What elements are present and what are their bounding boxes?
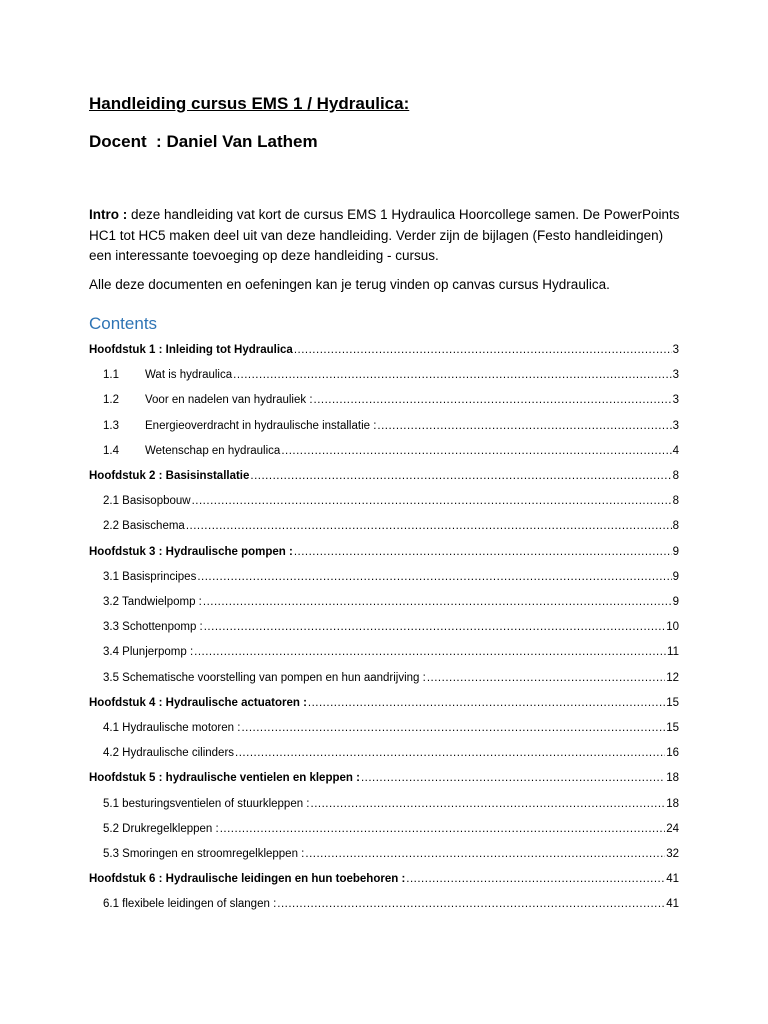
- toc-section-entry[interactable]: [103, 794, 679, 810]
- toc-entry-label: 3.4 Plunjerpomp :: [103, 646, 194, 659]
- toc-entry-label: 4.1 Hydraulische motoren :: [103, 722, 241, 734]
- toc-entry-label: Voor en nadelen van hydrauliek :: [145, 394, 313, 407]
- toc-entry-label: Energieoverdracht in hydraulische installatie :: [145, 419, 377, 432]
- toc-page-number: 8: [672, 495, 679, 508]
- toc-leader-dots: [314, 394, 672, 406]
- toc-page-number: 9: [672, 596, 679, 608]
- toc-entry-label: 6.1 flexibele leidingen of slangen :: [103, 898, 277, 911]
- toc-leader-dots: [294, 344, 672, 356]
- toc-entry-label: Hoofdstuk 2 : Basisinstallatie: [89, 470, 250, 482]
- toc-page-number: 9: [672, 570, 679, 583]
- toc-leader-dots: [220, 823, 665, 835]
- toc-section-entry[interactable]: [103, 516, 679, 532]
- toc-section-entry[interactable]: [103, 642, 679, 658]
- toc-page-number: 9: [672, 545, 679, 558]
- toc-section-entry[interactable]: [103, 743, 679, 759]
- toc-entry-label: 5.3 Smoringen en stroomregelkleppen :: [103, 848, 305, 860]
- toc-chapter-entry[interactable]: [89, 869, 679, 885]
- toc-chapter-entry[interactable]: [89, 542, 679, 558]
- intro-paragraph: [89, 205, 689, 267]
- document-title: Handleiding cursus EMS 1 / Hydraulica:: [89, 94, 410, 113]
- toc-leader-dots: [427, 672, 665, 684]
- toc-leader-dots: [361, 772, 665, 784]
- toc-section-entry[interactable]: [103, 365, 679, 381]
- toc-page-number: 15: [666, 696, 679, 709]
- toc-entry-label: Wetenschap en hydraulica: [145, 444, 281, 457]
- toc-entry-label: 5.1 besturingsventielen of stuurkleppen :: [103, 797, 310, 810]
- toc-section-entry[interactable]: [103, 819, 679, 835]
- toc-page-number: 15: [666, 722, 679, 734]
- toc-leader-dots: [308, 697, 665, 709]
- toc-page-number: 41: [666, 873, 679, 886]
- toc-section-entry[interactable]: [103, 592, 679, 608]
- toc-entry-number: 1.1: [103, 369, 119, 382]
- toc-entry-label: 2.2 Basischema: [103, 520, 185, 533]
- toc-page-number: 3: [672, 369, 679, 382]
- toc-leader-dots: [294, 546, 672, 558]
- toc-page-number: 8: [672, 520, 679, 533]
- toc-entry-number: 1.2: [103, 394, 119, 407]
- toc-leader-dots: [241, 722, 665, 734]
- toc-page-number: 3: [672, 419, 679, 432]
- toc-entry-label: 4.2 Hydraulische cilinders: [103, 747, 235, 760]
- toc-section-entry[interactable]: [103, 718, 679, 734]
- toc-page-number: 4: [672, 444, 679, 457]
- toc-section-entry[interactable]: [103, 416, 679, 432]
- toc-entry-label: Wat is hydraulica: [145, 369, 233, 382]
- toc-entry-label: Hoofdstuk 6 : Hydraulische leidingen en hun toebehoren :: [89, 873, 406, 886]
- toc-entry-label: 3.3 Schottenpomp :: [103, 621, 203, 634]
- toc-entry-label: 3.1 Basisprincipes: [103, 570, 197, 583]
- toc-entry-label: Hoofdstuk 5 : hydraulische ventielen en kleppen :: [89, 772, 360, 785]
- intro-label: Intro :: [89, 207, 128, 222]
- toc-page-number: 41: [666, 898, 679, 911]
- toc-leader-dots: [250, 470, 671, 482]
- toc-page-number: 32: [666, 848, 679, 860]
- toc-entry-label: 5.2 Drukregelkleppen :: [103, 822, 219, 835]
- toc-entry-label: Hoofdstuk 4 : Hydraulische actuatoren :: [89, 696, 307, 709]
- toc-section-entry[interactable]: [103, 894, 679, 910]
- toc-leader-dots: [192, 495, 672, 507]
- toc-leader-dots: [194, 646, 666, 658]
- toc-section-entry[interactable]: [103, 668, 679, 684]
- toc-section-entry[interactable]: [103, 567, 679, 583]
- toc-chapter-entry[interactable]: [89, 693, 679, 709]
- toc-leader-dots: [186, 520, 672, 532]
- toc-section-entry[interactable]: [103, 390, 679, 406]
- toc-leader-dots: [305, 848, 665, 860]
- toc-entry-label: 3.2 Tandwielpomp :: [103, 596, 202, 608]
- toc-entry-label: Hoofdstuk 3 : Hydraulische pompen :: [89, 545, 293, 558]
- documents-note: Alle deze documenten en oefeningen kan je terug vinden op canvas cursus Hydraulica.: [89, 277, 610, 292]
- toc-page-number: 11: [667, 646, 679, 659]
- toc-section-entry[interactable]: [103, 491, 679, 507]
- toc-leader-dots: [203, 596, 672, 608]
- toc-entry-label: Hoofdstuk 1 : Inleiding tot Hydraulica: [89, 344, 293, 356]
- toc-leader-dots: [235, 747, 665, 759]
- toc-leader-dots: [281, 445, 671, 457]
- toc-chapter-entry[interactable]: [89, 768, 679, 784]
- toc-leader-dots: [277, 898, 665, 910]
- toc-leader-dots: [233, 369, 671, 381]
- toc-leader-dots: [311, 798, 666, 810]
- toc-page-number: 16: [666, 747, 679, 760]
- docent-line: Docent : Daniel Van Lathem: [89, 132, 318, 151]
- toc-page-number: 18: [666, 797, 679, 810]
- intro-text: deze handleiding vat kort de cursus EMS 1 Hydraulica Hoorcollege samen. De PowerPoints HC1 tot HC5 maken deel uit van deze handleiding. Verder zijn de bijlagen (Festo handleidingen) een interessante toevoeging op deze handleiding - cursus.: [89, 207, 680, 263]
- toc-leader-dots: [204, 621, 665, 633]
- toc-leader-dots: [377, 420, 671, 432]
- toc-leader-dots: [197, 571, 671, 583]
- toc-entry-label: 3.5 Schematische voorstelling van pompen en hun aandrijving :: [103, 671, 426, 684]
- toc-page-number: 8: [672, 470, 679, 482]
- toc-page-number: 24: [666, 822, 679, 835]
- toc-chapter-entry[interactable]: [89, 340, 679, 356]
- toc-page-number: 12: [666, 671, 679, 684]
- toc-page-number: 18: [666, 772, 679, 785]
- toc-section-entry[interactable]: [103, 441, 679, 457]
- toc-entry-number: 1.3: [103, 419, 119, 432]
- toc-section-entry[interactable]: [103, 617, 679, 633]
- toc-leader-dots: [406, 873, 665, 885]
- toc-entry-number: 1.4: [103, 444, 119, 457]
- contents-heading: Contents: [89, 314, 158, 333]
- toc-chapter-entry[interactable]: [89, 466, 679, 482]
- toc-page-number: 3: [672, 344, 679, 356]
- toc-section-entry[interactable]: [103, 844, 679, 860]
- toc-page-number: 3: [672, 394, 679, 407]
- toc-page-number: 10: [666, 621, 679, 634]
- toc-entry-label: 2.1 Basisopbouw: [103, 495, 191, 508]
